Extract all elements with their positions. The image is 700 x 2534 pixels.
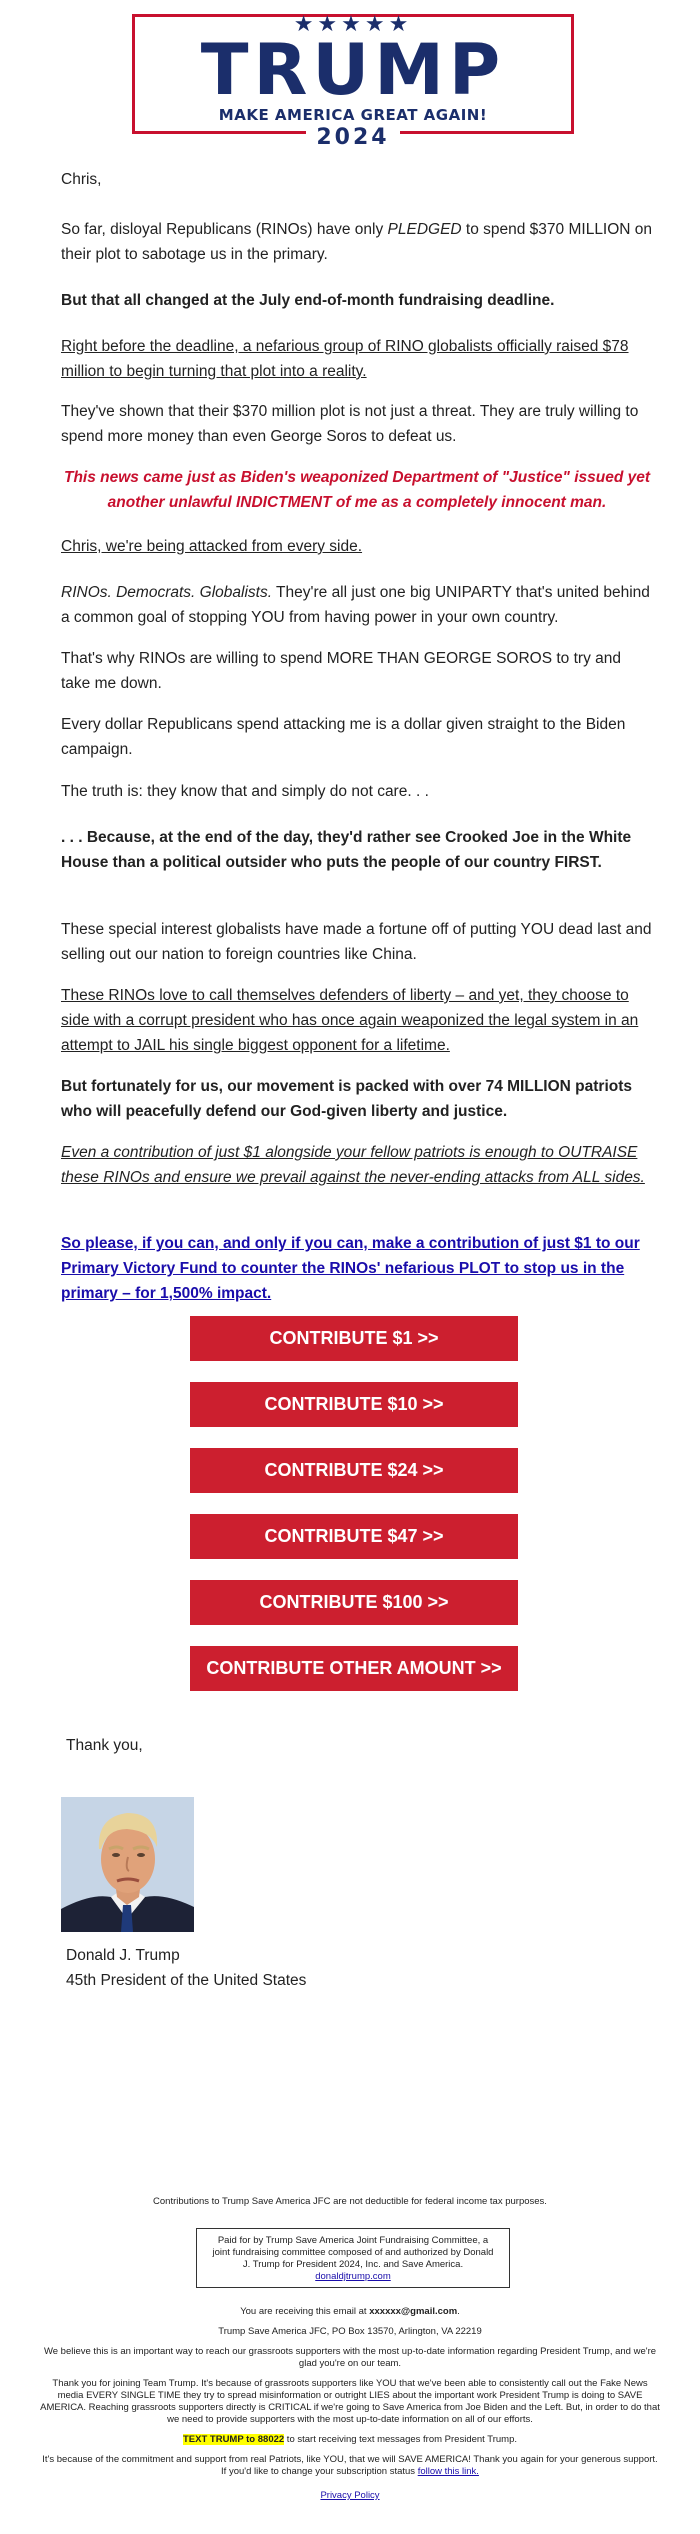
contribute-other-button[interactable]: CONTRIBUTE OTHER AMOUNT >> [190,1646,518,1691]
portrait-illustration [61,1797,194,1932]
paragraph-every-dollar: Every dollar Republicans spend attacking me is a dollar given straight to the Biden campaign. [61,716,626,758]
paragraph-globalists: These special interest globalists have made a fortune off of putting YOU dead last and selling out our nation to foreign countries like China. [61,921,652,963]
contribute-47-button[interactable]: CONTRIBUTE $47 >> [190,1514,518,1559]
paragraph-deadline: But that all changed at the July end-of-month fundraising deadline. [61,292,555,309]
paragraph-attacked: Chris, we're being attacked from every side. [61,538,363,555]
cta-contribute-link[interactable]: So please, if you can, and only if you can, make a contribution of just $1 to our Primary Victory Fund to counter the RINOs' nefarious PLOT to stop us in the primary – for 1,500% impact. [61,1235,640,1302]
privacy-row [40,2490,660,2502]
contribute-1-button[interactable]: CONTRIBUTE $1 >> [190,1316,518,1361]
signature-title: 45th President of the United States [66,1972,307,1989]
paragraph-crooked-joe: . . . Because, at the end of the day, they'd rather see Crooked Joe in the White House than a political outsider who puts the people of our country FIRST. [61,829,632,871]
signature-name: Donald J. Trump [66,1947,180,1964]
logo-name: TRUMP [200,29,506,111]
indictment-alert: This news came just as Biden's weaponized Department of "Justice" issued yet another unlawful INDICTMENT of me as a completely innocent man. [63,469,651,511]
grassroots-note: We believe this is an important way to reach our grassroots supporters with the most up-to-date information regarding President Trump, and we're glad you're on our team. [43,2346,657,2369]
paid-for-text: Paid for by Trump Save America Joint Fundraising Committee, a joint fundraising committee composed of and authorized by Donald J. Trump for President 2024, Inc. and Save America. [212,2235,494,2270]
contribute-100-button[interactable]: CONTRIBUTE $100 >> [190,1580,518,1625]
paragraph-truth: The truth is: they know that and simply do not care. . . [61,783,429,800]
trump-portrait [61,1797,194,1932]
paragraph-take-down: That's why RINOs are willing to spend MORE THAN GEORGE SOROS to try and take me down. [61,650,621,692]
paragraph-pledged: So far, disloyal Republicans (RINOs) have only PLEDGED to spend $370 MILLION on their plot to sabotage us in the primary. [61,221,653,263]
paragraph-soros: They've shown that their $370 million plot is not just a threat. They are truly willing to spend more money than even George Soros to defeat us. [61,403,639,445]
paragraph-outraise: Even a contribution of just $1 alongside your fellow patriots is enough to OUTRAISE these RINOs and ensure we prevail against the never-ending attacks from ALL sides. [61,1144,645,1186]
paragraph-defenders: These RINOs love to call themselves defenders of liberty – and yet, they choose to side with a corrupt president who has once again weaponized the legal system in an attempt to JAIL his single biggest opponent for a lifetime. [61,987,639,1054]
mailing-address: Trump Save America JFC, PO Box 13570, Arlington, VA 22219 [218,2326,482,2337]
subscriber-email: xxxxxx@gmail.com [369,2306,458,2317]
follow-link[interactable]: follow this link. [417,2466,479,2477]
logo-slogan: MAKE AMERICA GREAT AGAIN! [218,106,488,124]
paragraph-raised: Right before the deadline, a nefarious group of RINO globalists officially raised $78 million to begin turning that plot into a reality. [61,338,629,380]
thank-you: Thank you, [66,1737,143,1754]
greeting: Chris, [61,171,102,188]
logo-year: 2024 [132,126,574,150]
privacy-policy-link[interactable]: Privacy Policy [320,2490,380,2501]
trump-2024-logo [132,11,574,150]
receiving-email-note: You are receiving this email at xxxxxx@gmail.com. [240,2306,460,2317]
paragraph-uniparty: RINOs. Democrats. Globalists. They're all just one big UNIPARTY that's united behind a common goal of stopping YOU from having power in your own country. [61,584,650,626]
donaldjtrump-link[interactable]: donaldjtrump.com [315,2271,391,2282]
logo-stars: ★★★★★ [293,11,413,36]
paragraph-74-million: But fortunately for us, our movement is packed with over 74 MILLION patriots who will peacefully defend our God-given liberty and justice. [61,1078,633,1120]
subscription-note: It's because of the commitment and support from real Patriots, like YOU, that we will SAVE AMERICA! Thank you again for your generous support. If you'd like to change your subscription status follow this link. [42,2454,658,2477]
contribute-24-button[interactable]: CONTRIBUTE $24 >> [190,1448,518,1493]
paid-for-box [196,2228,510,2288]
contribute-10-button[interactable]: CONTRIBUTE $10 >> [190,1382,518,1427]
team-trump-note: Thank you for joining Team Trump. It's because of grassroots supporters like YOU that we've been able to consistently call out the Fake News media EVERY SINGLE TIME they try to spread misinformation or outright LIES about the important work President Trump is doing to SAVE AMERICA. Reaching grassroots supporters directly is CRITICAL if we're going to Save America from Joe Biden and the Left. But, in order to do that we need to provide supporters with the most up-to-date information on all of our efforts. [40,2378,660,2425]
tax-disclaimer: Contributions to Trump Save America JFC are not deductible for federal income tax purposes. [153,2196,547,2207]
text-signup-note: TEXT TRUMP to 88022 to start receiving text messages from President Trump. [182,2434,518,2445]
text-trump-highlight: TEXT TRUMP to 88022 [182,2434,285,2445]
